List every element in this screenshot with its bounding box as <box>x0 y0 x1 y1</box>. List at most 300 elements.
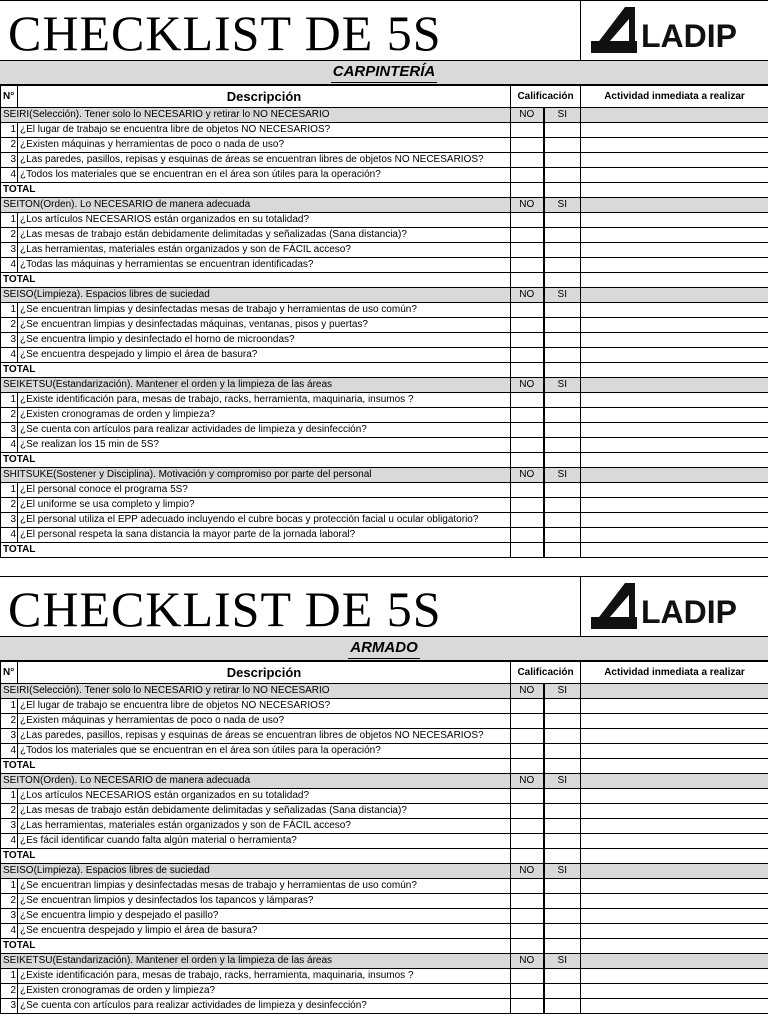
checklist-item-row <box>1 393 768 408</box>
logo-text: LADIP <box>641 594 737 630</box>
total-action-cell[interactable] <box>581 453 768 468</box>
header-number: N° <box>1 662 18 684</box>
item-number: 3 <box>1 243 18 258</box>
item-number: 1 <box>1 303 18 318</box>
answer-no-cell[interactable] <box>511 348 544 363</box>
action-cell[interactable] <box>581 213 768 228</box>
checklist-item-row <box>1 153 768 168</box>
action-cell[interactable] <box>581 348 768 363</box>
total-row <box>1 453 768 468</box>
item-number: 1 <box>1 393 18 408</box>
item-question: ¿Se cuenta con artículos para realizar actividades de limpieza y desinfección? <box>18 423 511 438</box>
checklist-item-row <box>1 483 768 498</box>
item-question: ¿Existe identificación para, mesas de trabajo, racks, herramienta, maquinaria, insumos ? <box>18 393 511 408</box>
checklist-item-row <box>1 699 768 714</box>
answer-si-cell[interactable] <box>544 408 581 423</box>
checklist-item-row <box>1 879 768 894</box>
section-si-label: SI <box>544 864 581 879</box>
header-description: Descripción <box>18 86 511 108</box>
action-cell[interactable] <box>581 984 768 999</box>
table-header-row <box>1 86 768 108</box>
item-question: ¿Se realizan los 15 min de 5S? <box>18 438 511 453</box>
action-cell[interactable] <box>581 789 768 804</box>
item-question: ¿Existe identificación para, mesas de trabajo, racks, herramienta, maquinaria, insumos ? <box>18 969 511 984</box>
header-number: N° <box>1 86 18 108</box>
answer-si-cell[interactable] <box>544 834 581 849</box>
item-question: ¿Las herramientas, materiales están organizados y son de FÁCIL acceso? <box>18 819 511 834</box>
action-cell[interactable] <box>581 423 768 438</box>
total-action-cell[interactable] <box>581 543 768 558</box>
answer-si-cell[interactable] <box>544 258 581 273</box>
logo-box <box>580 577 768 638</box>
action-cell[interactable] <box>581 498 768 513</box>
item-question: ¿Las mesas de trabajo están debidamente delimitadas y señalizadas (Sana distancia)? <box>18 804 511 819</box>
section-si-label: SI <box>544 774 581 789</box>
item-number: 3 <box>1 513 18 528</box>
item-question: ¿Existen cronogramas de orden y limpieza? <box>18 984 511 999</box>
header-action: Actividad inmediata a realizar <box>581 662 768 684</box>
item-number: 3 <box>1 999 18 1014</box>
answer-no-cell[interactable] <box>511 894 544 909</box>
item-number: 4 <box>1 348 18 363</box>
item-number: 2 <box>1 228 18 243</box>
section-action-cell <box>581 468 768 483</box>
checklist-item-row <box>1 168 768 183</box>
section-title: SEIRI(Selección). Tener solo lo NECESARIO y retirar lo NO NECESARIO <box>1 108 511 123</box>
item-number: 2 <box>1 714 18 729</box>
checklist-item-row <box>1 213 768 228</box>
action-cell[interactable] <box>581 834 768 849</box>
action-cell[interactable] <box>581 879 768 894</box>
total-row <box>1 849 768 864</box>
total-no-cell[interactable] <box>511 273 544 288</box>
answer-no-cell[interactable] <box>511 258 544 273</box>
item-number: 1 <box>1 969 18 984</box>
item-number: 2 <box>1 894 18 909</box>
action-cell[interactable] <box>581 483 768 498</box>
answer-si-cell[interactable] <box>544 879 581 894</box>
total-row <box>1 939 768 954</box>
table-header-row <box>1 662 768 684</box>
answer-si-cell[interactable] <box>544 699 581 714</box>
action-cell[interactable] <box>581 168 768 183</box>
answer-no-cell[interactable] <box>511 984 544 999</box>
checklist-item-row <box>1 303 768 318</box>
section-action-cell <box>581 108 768 123</box>
section-si-label: SI <box>544 108 581 123</box>
answer-si-cell[interactable] <box>544 138 581 153</box>
item-question: ¿El uniforme se usa completo y limpio? <box>18 498 511 513</box>
item-number: 3 <box>1 819 18 834</box>
answer-si-cell[interactable] <box>544 483 581 498</box>
total-no-cell[interactable] <box>511 453 544 468</box>
item-question: ¿El personal conoce el programa 5S? <box>18 483 511 498</box>
action-cell[interactable] <box>581 513 768 528</box>
answer-no-cell[interactable] <box>511 318 544 333</box>
answer-si-cell[interactable] <box>544 528 581 543</box>
section-title: SEIRI(Selección). Tener solo lo NECESARIO y retirar lo NO NECESARIO <box>1 684 511 699</box>
checklist-item-row <box>1 924 768 939</box>
section-header-row <box>1 954 768 969</box>
answer-no-cell[interactable] <box>511 513 544 528</box>
item-number: 4 <box>1 258 18 273</box>
answer-no-cell[interactable] <box>511 408 544 423</box>
answer-no-cell[interactable] <box>511 729 544 744</box>
answer-si-cell[interactable] <box>544 909 581 924</box>
section-no-label: NO <box>511 684 544 699</box>
answer-si-cell[interactable] <box>544 348 581 363</box>
answer-si-cell[interactable] <box>544 984 581 999</box>
item-question: ¿Se cuenta con artículos para realizar actividades de limpieza y desinfección? <box>18 999 511 1014</box>
action-cell[interactable] <box>581 333 768 348</box>
answer-si-cell[interactable] <box>544 924 581 939</box>
item-number: 2 <box>1 804 18 819</box>
checklist-item-row <box>1 999 768 1014</box>
section-no-label: NO <box>511 108 544 123</box>
action-cell[interactable] <box>581 153 768 168</box>
action-cell[interactable] <box>581 393 768 408</box>
answer-no-cell[interactable] <box>511 909 544 924</box>
item-question: ¿Las mesas de trabajo están debidamente delimitadas y señalizadas (Sana distancia)? <box>18 228 511 243</box>
section-no-label: NO <box>511 468 544 483</box>
answer-si-cell[interactable] <box>544 438 581 453</box>
answer-si-cell[interactable] <box>544 894 581 909</box>
answer-no-cell[interactable] <box>511 714 544 729</box>
item-number: 3 <box>1 909 18 924</box>
answer-si-cell[interactable] <box>544 789 581 804</box>
action-cell[interactable] <box>581 318 768 333</box>
item-question: ¿Se encuentra limpio y desinfectado el horno de microondas? <box>18 333 511 348</box>
answer-si-cell[interactable] <box>544 513 581 528</box>
checklist-item-row <box>1 243 768 258</box>
section-si-label: SI <box>544 684 581 699</box>
item-number: 3 <box>1 333 18 348</box>
ladip-logo-icon <box>589 581 759 631</box>
action-cell[interactable] <box>581 438 768 453</box>
total-si-cell[interactable] <box>544 273 581 288</box>
item-number: 4 <box>1 528 18 543</box>
answer-no-cell[interactable] <box>511 168 544 183</box>
answer-si-cell[interactable] <box>544 423 581 438</box>
item-question: ¿El personal respeta la sana distancia la mayor parte de la jornada laboral? <box>18 528 511 543</box>
total-no-cell[interactable] <box>511 849 544 864</box>
answer-no-cell[interactable] <box>511 744 544 759</box>
answer-no-cell[interactable] <box>511 483 544 498</box>
section-no-label: NO <box>511 198 544 213</box>
item-question: ¿Existen cronogramas de orden y limpieza? <box>18 408 511 423</box>
checklist-item-row <box>1 408 768 423</box>
answer-no-cell[interactable] <box>511 498 544 513</box>
section-action-cell <box>581 774 768 789</box>
total-label: TOTAL <box>1 759 511 774</box>
action-cell[interactable] <box>581 528 768 543</box>
section-title: SEISO(Limpieza). Espacios libres de suciedad <box>1 864 511 879</box>
section-no-label: NO <box>511 378 544 393</box>
total-row <box>1 759 768 774</box>
logo-box <box>580 1 768 62</box>
ladip-logo-icon <box>589 5 759 55</box>
checklist-item-row <box>1 228 768 243</box>
section-header-row <box>1 378 768 393</box>
answer-no-cell[interactable] <box>511 333 544 348</box>
item-question: ¿El lugar de trabajo se encuentra libre de objetos NO NECESARIOS? <box>18 699 511 714</box>
item-question: ¿Los artículos NECESARIOS están organizados en su totalidad? <box>18 213 511 228</box>
checklist-sheet-armado <box>0 576 768 1024</box>
total-si-cell[interactable] <box>544 453 581 468</box>
section-title: SEIKETSU(Estandarización). Mantener el orden y la limpieza de las áreas <box>1 954 511 969</box>
answer-si-cell[interactable] <box>544 333 581 348</box>
checklist-item-row <box>1 138 768 153</box>
answer-no-cell[interactable] <box>511 393 544 408</box>
answer-no-cell[interactable] <box>511 528 544 543</box>
item-number: 3 <box>1 423 18 438</box>
answer-no-cell[interactable] <box>511 228 544 243</box>
answer-no-cell[interactable] <box>511 438 544 453</box>
item-number: 4 <box>1 744 18 759</box>
checklist-item-row <box>1 498 768 513</box>
section-header-row <box>1 108 768 123</box>
item-question: ¿Se encuentra despejado y limpio el área de basura? <box>18 348 511 363</box>
section-header-row <box>1 684 768 699</box>
checklist-title: CHECKLIST DE 5S <box>8 581 442 637</box>
action-cell[interactable] <box>581 699 768 714</box>
action-cell[interactable] <box>581 819 768 834</box>
checklist-table <box>0 661 768 1014</box>
answer-si-cell[interactable] <box>544 744 581 759</box>
item-number: 2 <box>1 408 18 423</box>
total-action-cell[interactable] <box>581 849 768 864</box>
answer-no-cell[interactable] <box>511 699 544 714</box>
item-number: 4 <box>1 834 18 849</box>
total-si-cell[interactable] <box>544 543 581 558</box>
section-header-row <box>1 468 768 483</box>
header-description: Descripción <box>18 662 511 684</box>
answer-si-cell[interactable] <box>544 123 581 138</box>
action-cell[interactable] <box>581 408 768 423</box>
answer-no-cell[interactable] <box>511 243 544 258</box>
checklist-item-row <box>1 744 768 759</box>
answer-no-cell[interactable] <box>511 879 544 894</box>
section-no-label: NO <box>511 288 544 303</box>
answer-no-cell[interactable] <box>511 789 544 804</box>
answer-si-cell[interactable] <box>544 729 581 744</box>
item-number: 1 <box>1 123 18 138</box>
total-row <box>1 363 768 378</box>
section-si-label: SI <box>544 954 581 969</box>
answer-no-cell[interactable] <box>511 969 544 984</box>
checklist-item-row <box>1 438 768 453</box>
total-label: TOTAL <box>1 183 511 198</box>
item-number: 2 <box>1 318 18 333</box>
checklist-item-row <box>1 333 768 348</box>
answer-no-cell[interactable] <box>511 924 544 939</box>
total-si-cell[interactable] <box>544 939 581 954</box>
answer-si-cell[interactable] <box>544 153 581 168</box>
answer-si-cell[interactable] <box>544 714 581 729</box>
action-cell[interactable] <box>581 138 768 153</box>
item-question: ¿Se encuentra limpio y despejado el pasillo? <box>18 909 511 924</box>
total-si-cell[interactable] <box>544 363 581 378</box>
area-name: CARPINTERÍA <box>331 62 438 83</box>
answer-si-cell[interactable] <box>544 969 581 984</box>
section-header-row <box>1 864 768 879</box>
checklist-item-row <box>1 804 768 819</box>
section-action-cell <box>581 378 768 393</box>
item-question: ¿Se encuentran limpias y desinfectadas mesas de trabajo y herramientas de uso común? <box>18 879 511 894</box>
item-number: 2 <box>1 498 18 513</box>
item-number: 3 <box>1 153 18 168</box>
title-bar <box>0 576 768 637</box>
header-action: Actividad inmediata a realizar <box>581 86 768 108</box>
item-question: ¿Todos los materiales que se encuentran en el área son útiles para la operación? <box>18 744 511 759</box>
item-number: 1 <box>1 789 18 804</box>
item-number: 2 <box>1 984 18 999</box>
total-si-cell[interactable] <box>544 759 581 774</box>
answer-si-cell[interactable] <box>544 393 581 408</box>
answer-si-cell[interactable] <box>544 819 581 834</box>
total-action-cell[interactable] <box>581 273 768 288</box>
checklist-item-row <box>1 729 768 744</box>
total-row <box>1 183 768 198</box>
checklist-item-row <box>1 423 768 438</box>
logo-text: LADIP <box>641 18 737 54</box>
header-rating: Calificación <box>511 662 581 684</box>
action-cell[interactable] <box>581 123 768 138</box>
total-no-cell[interactable] <box>511 543 544 558</box>
total-label: TOTAL <box>1 363 511 378</box>
answer-si-cell[interactable] <box>544 999 581 1014</box>
section-title: SEITON(Orden). Lo NECESARIO de manera adecuada <box>1 198 511 213</box>
total-action-cell[interactable] <box>581 939 768 954</box>
checklist-item-row <box>1 894 768 909</box>
header-rating: Calificación <box>511 86 581 108</box>
action-cell[interactable] <box>581 258 768 273</box>
answer-si-cell[interactable] <box>544 804 581 819</box>
section-si-label: SI <box>544 288 581 303</box>
total-action-cell[interactable] <box>581 183 768 198</box>
answer-no-cell[interactable] <box>511 123 544 138</box>
item-question: ¿Se encuentran limpias y desinfectadas máquinas, ventanas, pisos y puertas? <box>18 318 511 333</box>
area-banner <box>0 61 768 85</box>
section-action-cell <box>581 684 768 699</box>
total-no-cell[interactable] <box>511 363 544 378</box>
total-si-cell[interactable] <box>544 183 581 198</box>
action-cell[interactable] <box>581 729 768 744</box>
checklist-item-row <box>1 819 768 834</box>
action-cell[interactable] <box>581 924 768 939</box>
action-cell[interactable] <box>581 804 768 819</box>
answer-no-cell[interactable] <box>511 834 544 849</box>
answer-no-cell[interactable] <box>511 999 544 1014</box>
item-question: ¿Existen máquinas y herramientas de poco o nada de uso? <box>18 138 511 153</box>
action-cell[interactable] <box>581 303 768 318</box>
total-label: TOTAL <box>1 543 511 558</box>
item-question: ¿Existen máquinas y herramientas de poco o nada de uso? <box>18 714 511 729</box>
action-cell[interactable] <box>581 999 768 1014</box>
section-action-cell <box>581 864 768 879</box>
section-title: SEIKETSU(Estandarización). Mantener el orden y la limpieza de las áreas <box>1 378 511 393</box>
checklist-item-row <box>1 513 768 528</box>
checklist-item-row <box>1 528 768 543</box>
total-no-cell[interactable] <box>511 759 544 774</box>
answer-no-cell[interactable] <box>511 213 544 228</box>
answer-no-cell[interactable] <box>511 423 544 438</box>
total-label: TOTAL <box>1 453 511 468</box>
action-cell[interactable] <box>581 969 768 984</box>
section-action-cell <box>581 198 768 213</box>
action-cell[interactable] <box>581 909 768 924</box>
item-question: ¿Todas las máquinas y herramientas se encuentran identificadas? <box>18 258 511 273</box>
answer-no-cell[interactable] <box>511 153 544 168</box>
total-label: TOTAL <box>1 849 511 864</box>
item-question: ¿Se encuentran limpios y desinfectados los tapancos y lámparas? <box>18 894 511 909</box>
answer-si-cell[interactable] <box>544 213 581 228</box>
item-number: 1 <box>1 213 18 228</box>
answer-si-cell[interactable] <box>544 228 581 243</box>
answer-no-cell[interactable] <box>511 819 544 834</box>
item-question: ¿El lugar de trabajo se encuentra libre de objetos NO NECESARIOS? <box>18 123 511 138</box>
item-number: 2 <box>1 138 18 153</box>
checklist-item-row <box>1 714 768 729</box>
item-question: ¿Se encuentran limpias y desinfectadas mesas de trabajo y herramientas de uso común? <box>18 303 511 318</box>
section-no-label: NO <box>511 954 544 969</box>
answer-no-cell[interactable] <box>511 303 544 318</box>
item-number: 4 <box>1 438 18 453</box>
item-question: ¿Todos los materiales que se encuentran en el área son útiles para la operación? <box>18 168 511 183</box>
checklist-item-row <box>1 834 768 849</box>
total-row <box>1 273 768 288</box>
total-action-cell[interactable] <box>581 363 768 378</box>
total-row <box>1 543 768 558</box>
item-question: ¿Las paredes, pasillos, repisas y esquinas de áreas se encuentran libres de objetos NO NECESARIOS? <box>18 729 511 744</box>
area-banner <box>0 637 768 661</box>
item-question: ¿El personal utiliza el EPP adecuado incluyendo el cubre bocas y protección facial u ocular obligatorio? <box>18 513 511 528</box>
total-action-cell[interactable] <box>581 759 768 774</box>
total-no-cell[interactable] <box>511 183 544 198</box>
area-name: ARMADO <box>348 638 420 659</box>
checklist-item-row <box>1 318 768 333</box>
answer-si-cell[interactable] <box>544 303 581 318</box>
answer-no-cell[interactable] <box>511 138 544 153</box>
section-header-row <box>1 198 768 213</box>
answer-si-cell[interactable] <box>544 318 581 333</box>
total-no-cell[interactable] <box>511 939 544 954</box>
action-cell[interactable] <box>581 714 768 729</box>
section-si-label: SI <box>544 198 581 213</box>
answer-si-cell[interactable] <box>544 498 581 513</box>
item-number: 1 <box>1 699 18 714</box>
answer-si-cell[interactable] <box>544 168 581 183</box>
item-number: 1 <box>1 483 18 498</box>
section-title: SHITSUKE(Sostener y Disciplina). Motivación y compromiso por parte del personal <box>1 468 511 483</box>
section-title: SEITON(Orden). Lo NECESARIO de manera adecuada <box>1 774 511 789</box>
section-action-cell <box>581 954 768 969</box>
answer-no-cell[interactable] <box>511 804 544 819</box>
action-cell[interactable] <box>581 243 768 258</box>
checklist-item-row <box>1 258 768 273</box>
item-question: ¿Los artículos NECESARIOS están organizados en su totalidad? <box>18 789 511 804</box>
section-title: SEISO(Limpieza). Espacios libres de suciedad <box>1 288 511 303</box>
action-cell[interactable] <box>581 894 768 909</box>
answer-si-cell[interactable] <box>544 243 581 258</box>
item-question: ¿Se encuentra despejado y limpio el área de basura? <box>18 924 511 939</box>
total-si-cell[interactable] <box>544 849 581 864</box>
checklist-item-row <box>1 909 768 924</box>
action-cell[interactable] <box>581 228 768 243</box>
action-cell[interactable] <box>581 744 768 759</box>
checklist-item-row <box>1 123 768 138</box>
checklist-item-row <box>1 789 768 804</box>
